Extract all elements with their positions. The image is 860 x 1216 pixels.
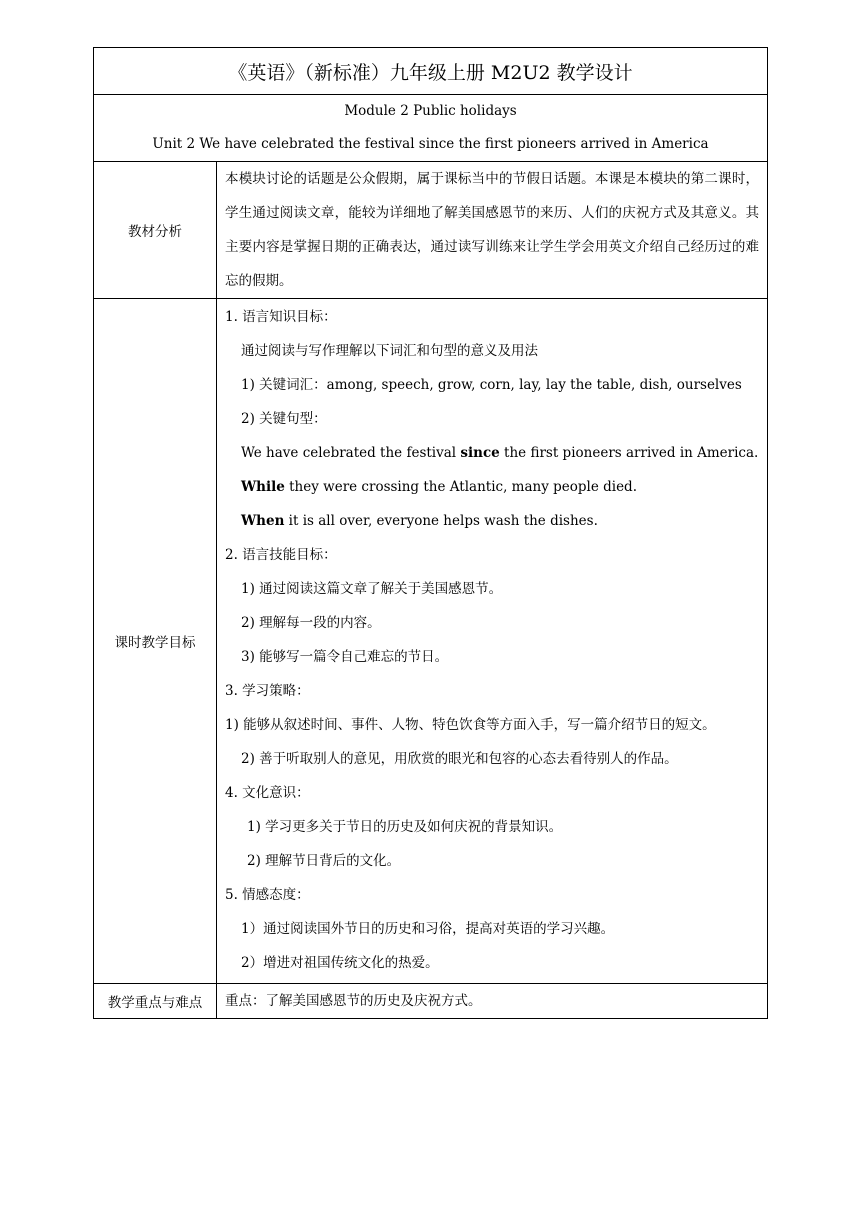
lesson-heading-cell — [94, 95, 768, 162]
objectives-row — [94, 299, 768, 984]
objective-section-heading: 1. 语言知识目标： — [225, 309, 337, 325]
title-row — [94, 48, 768, 95]
key-sentence — [225, 504, 759, 538]
sentence-text: the first pioneers arrived in America. — [499, 445, 759, 461]
objective-item: 2) 关键句型： — [241, 411, 327, 427]
analysis-row — [94, 162, 768, 299]
analysis-content — [217, 162, 768, 299]
document-title: 《英语》（新标准）九年级上册 M2U2 教学设计 — [94, 48, 768, 95]
objective-section-heading: 5. 情感态度： — [225, 887, 310, 903]
sentence-keyword: When — [241, 513, 285, 529]
objective-section-heading: 3. 学习策略： — [225, 683, 310, 699]
lesson-plan-document — [93, 47, 767, 1019]
sentence-text: they were crossing the Atlantic, many people died. — [284, 479, 637, 495]
unit-title: Unit 2 We have celebrated the festival since the first pioneers arrived in America — [152, 136, 709, 152]
focus-label: 教学重点与难点 — [94, 984, 217, 1019]
sentence-keyword: While — [241, 479, 285, 495]
objective-item: 通过阅读与写作理解以下词汇和句型的意义及用法 — [241, 343, 538, 359]
objective-item: 2) 理解节日背后的文化。 — [247, 853, 401, 869]
objective-item: 1) 关键词汇：among, speech, grow, corn, lay, lay the table, dish, ourselves — [241, 377, 742, 393]
focus-text: 重点：了解美国感恩节的历史及庆祝方式。 — [225, 993, 482, 1009]
objective-item: 1) 能够从叙述时间、事件、人物、特色饮食等方面入手，写一篇介绍节日的短文。 — [225, 717, 716, 733]
objectives-content — [217, 299, 768, 984]
sentence-keyword: since — [460, 445, 500, 461]
sentence-text: We have celebrated the festival — [241, 445, 461, 461]
module-title: Module 2 Public holidays — [344, 103, 517, 119]
analysis-text: 本模块讨论的话题是公众假期，属于课标当中的节假日话题。本课是本模块的第二课时，学生通过阅读文章，能较为详细地了解美国感恩节的来历、人们的庆祝方式及其意义。其主要内容是掌握日期的正确表达，通过读写训练来让学生学会用英文介绍自己经历过的难忘的假期。 — [225, 171, 760, 289]
objective-item: 2）增进对祖国传统文化的热爱。 — [241, 955, 439, 971]
analysis-label: 教材分析 — [94, 162, 217, 299]
lesson-heading-row — [94, 95, 768, 162]
objective-item: 1) 学习更多关于节日的历史及如何庆祝的背景知识。 — [247, 819, 563, 835]
objectives-label: 课时教学目标 — [94, 299, 217, 984]
lesson-plan-table — [93, 47, 768, 1019]
objective-item: 1）通过阅读国外节日的历史和习俗，提高对英语的学习兴趣。 — [241, 921, 615, 937]
objective-item: 1) 通过阅读这篇文章了解关于美国感恩节。 — [241, 581, 503, 597]
objective-item: 3) 能够写一篇令自己难忘的节日。 — [241, 649, 449, 665]
objective-section-heading: 2. 语言技能目标： — [225, 547, 337, 563]
objective-item: 2) 理解每一段的内容。 — [241, 615, 381, 631]
sentence-text: it is all over, everyone helps wash the dishes. — [284, 513, 598, 529]
objective-item: 2) 善于听取别人的意见，用欣赏的眼光和包容的心态去看待别人的作品。 — [241, 751, 678, 767]
objective-section-heading: 4. 文化意识： — [225, 785, 310, 801]
focus-row — [94, 984, 768, 1019]
focus-content — [217, 984, 768, 1019]
key-sentence — [225, 470, 759, 504]
key-sentence — [225, 436, 759, 470]
